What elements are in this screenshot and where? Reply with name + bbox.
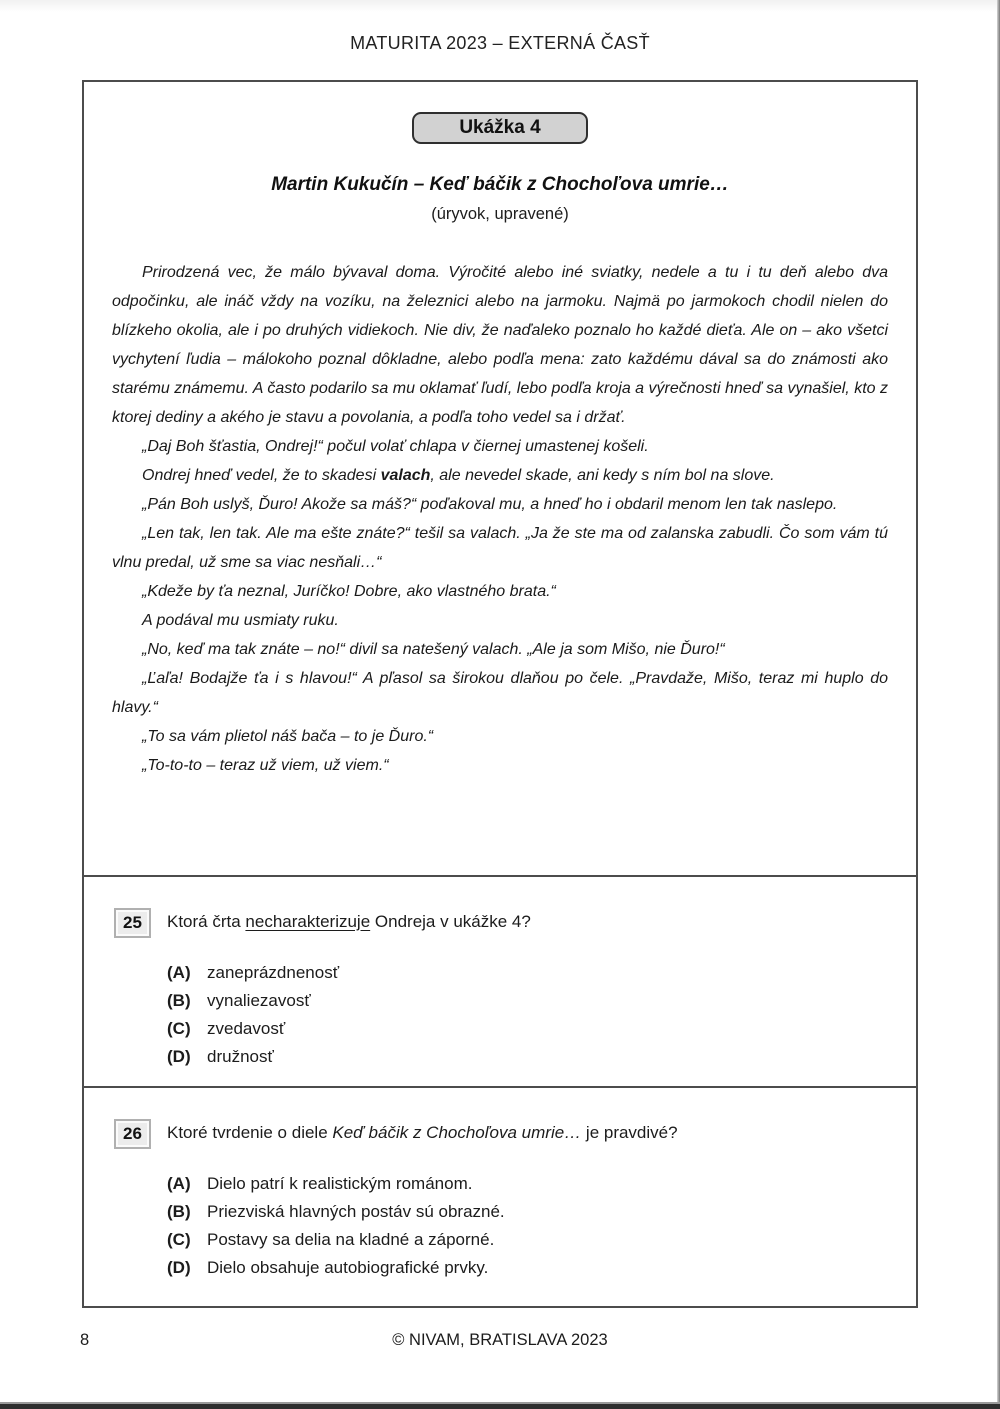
passage-paragraph: [112, 490, 888, 519]
excerpt-title: Martin Kukučín – Keď báčik z Chochoľova umrie…: [271, 174, 729, 195]
option-letter: (A): [167, 1174, 191, 1193]
excerpt-badge-label: Ukážka 4: [459, 117, 541, 138]
passage-paragraph: [112, 606, 888, 635]
text-segment: Keď báčik z Chochoľova umrie…: [332, 1123, 582, 1142]
text-segment: A podával mu usmiaty ruku.: [142, 612, 339, 629]
text-segment: necharakterizuje: [245, 912, 371, 931]
excerpt-subtitle: (úryvok, upravené): [431, 205, 569, 223]
text-segment: valach: [380, 467, 431, 484]
document-title: MATURITA 2023 – EXTERNÁ ČASŤ: [350, 33, 650, 53]
excerpt-box: [82, 80, 918, 1308]
text-segment: „Daj Boh šťastia, Ondrej!“ počul volať chlapa v čiernej umastenej košeli.: [142, 438, 649, 455]
passage-paragraph: [112, 519, 888, 577]
question-25-section: [84, 875, 916, 1086]
option-row: [167, 1254, 886, 1282]
option-text: Priezviská hlavných postáv sú obrazné.: [207, 1202, 505, 1221]
text-segment: Ktoré tvrdenie o diele: [167, 1123, 333, 1142]
question-row: [114, 908, 886, 938]
option-text: Postavy sa delia na kladné a záporné.: [207, 1230, 495, 1249]
option-letter: (C): [167, 1019, 191, 1038]
question-prompt: [167, 1119, 678, 1143]
copyright-notice: © NIVAM, BRATISLAVA 2023: [392, 1331, 608, 1349]
page-number: 8: [80, 1331, 90, 1349]
question-row: [114, 1119, 886, 1149]
text-segment: „No, keď ma tak znáte – no!“ divil sa natešený valach. „Ale ja som Mišo, nie Ďuro!“: [142, 641, 725, 658]
option-row: [167, 1226, 886, 1254]
passage-paragraph: [112, 461, 888, 490]
text-segment: „To-to-to – teraz už viem, už viem.“: [142, 757, 389, 774]
text-segment: „Pán Boh uslyš, Ďuro! Akože sa máš?“ poďakoval mu, a hneď ho i obdaril menom len tak naslepo.: [142, 496, 838, 513]
excerpt-badge: [412, 112, 588, 144]
option-text: Dielo patrí k realistickým románom.: [207, 1174, 473, 1193]
option-letter: (D): [167, 1047, 191, 1066]
text-segment: Prirodzená vec, že málo bývaval doma. Výročité alebo iné sviatky, nedele a tu i tu deň alebo dva odpočinku, ale ináč vždy na vozíku, na železnici alebo na jarmoku. Najmä po jarmokoch chodil nielen do blízkeho okolia, ale i po druhých vidiekoch. Nie div, že naďaleko poznalo ho každé dieťa. Ale on – ako všetci vychytení ľudia – málokoho poznal dôkladne, alebo podľa mena: zato každému dával sa do známosti ako starému známemu. A často podarilo sa mu oklamať ľudí, lebo podľa kroja a výrečnosti hneď sa vynašiel, kto z ktorej dediny a akého je stavu a povolania, a podľa toho vedel sa i držať.: [112, 264, 888, 426]
option-text: zaneprázdnenosť: [207, 963, 340, 982]
option-text: vynaliezavosť: [207, 991, 311, 1010]
option-text: družnosť: [207, 1047, 274, 1066]
option-text: Dielo obsahuje autobiografické prvky.: [207, 1258, 489, 1277]
text-segment: Ondrej hneď vedel, že to skadesi: [142, 467, 381, 484]
page-bottom-edge: [0, 1402, 1000, 1409]
option-row: [167, 1015, 886, 1043]
passage-paragraph: [112, 635, 888, 664]
passage-paragraph: [112, 432, 888, 461]
option-row: [167, 1170, 886, 1198]
option-letter: (B): [167, 991, 191, 1010]
text-segment: „Ľaľa! Bodajže ťa i s hlavou!“ A pľasol sa širokou dlaňou po čele. „Pravdaže, Mišo, teraz mi huplo do hlavy.“: [112, 670, 888, 716]
text-segment: , ale nevedel skade, ani kedy s ním bol na slove.: [430, 467, 775, 484]
options-list: [167, 959, 886, 1071]
question-number-badge: 26: [114, 1119, 151, 1149]
option-letter: (A): [167, 963, 191, 982]
passage-paragraph: [112, 722, 888, 751]
option-letter: (D): [167, 1258, 191, 1277]
option-row: [167, 1043, 886, 1071]
question-number-badge: 25: [114, 908, 151, 938]
options-list: [167, 1170, 886, 1282]
excerpt-section: [84, 82, 916, 875]
option-row: [167, 1198, 886, 1226]
option-letter: (C): [167, 1230, 191, 1249]
page-top-edge: [0, 0, 1000, 12]
passage: [112, 258, 888, 780]
passage-paragraph: [112, 751, 888, 780]
option-row: [167, 987, 886, 1015]
text-segment: „Len tak, len tak. Ale ma ešte znáte?“ tešil sa valach. „Ja že ste ma od zalanska zabudli. Čo som vám tú vlnu predal, už sme sa viac nesňali…“: [112, 525, 888, 571]
passage-paragraph: [112, 664, 888, 722]
option-text: zvedavosť: [207, 1019, 286, 1038]
text-segment: je pravdivé?: [581, 1123, 678, 1142]
question-prompt: [167, 908, 531, 932]
text-segment: Ktorá črta: [167, 912, 246, 931]
passage-paragraph: [112, 577, 888, 606]
text-segment: „To sa vám plietol náš bača – to je Ďuro.“: [142, 728, 434, 745]
option-letter: (B): [167, 1202, 191, 1221]
passage-paragraph: [112, 258, 888, 432]
text-segment: „Kdeže by ťa neznal, Juríčko! Dobre, ako vlastného brata.“: [142, 583, 556, 600]
page-header: [0, 33, 1000, 54]
question-26-section: [84, 1086, 916, 1306]
text-segment: Ondreja v ukážke 4?: [370, 912, 531, 931]
option-row: [167, 959, 886, 987]
